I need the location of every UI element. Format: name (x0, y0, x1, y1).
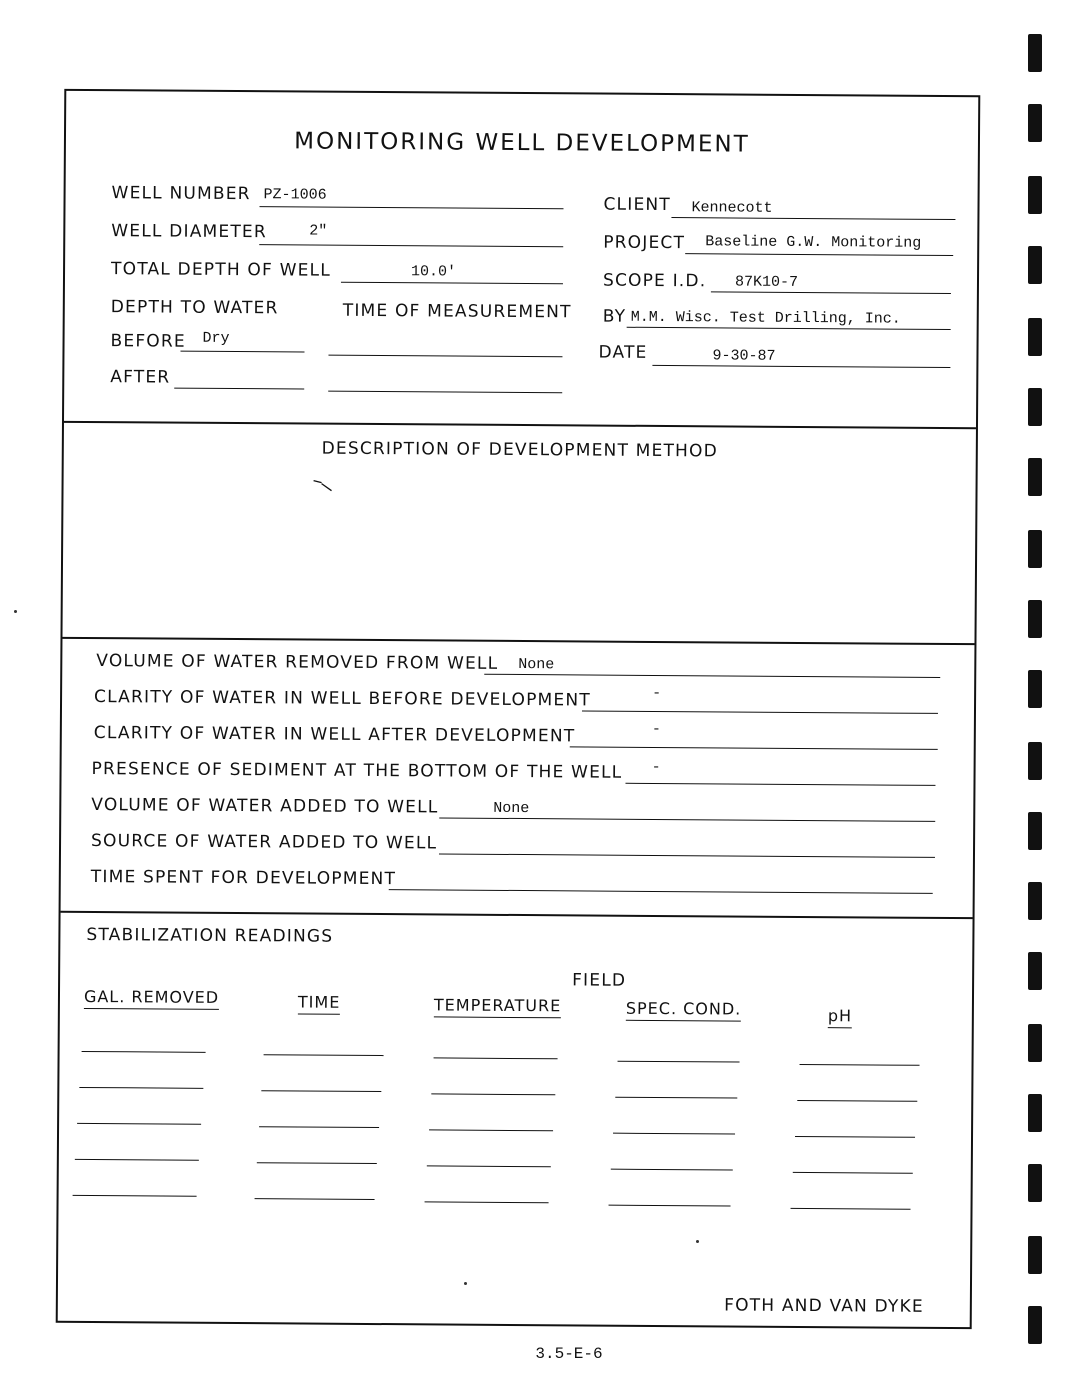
page-number: 3.5-E-6 (535, 1345, 603, 1363)
section-divider (62, 637, 974, 645)
time-spent-line (389, 889, 933, 894)
total-depth-label: TOTAL DEPTH OF WELL (110, 259, 331, 281)
stabilization-heading: STABILIZATION READINGS (86, 924, 334, 947)
client-value: Kennecott (691, 199, 773, 217)
reading-cell-line (259, 1126, 379, 1128)
pen-stroke-mark (311, 477, 335, 495)
reading-cell-line (73, 1195, 197, 1197)
by-label: BY (602, 306, 627, 327)
project-label: PROJECT (603, 232, 686, 254)
column-header-time: TIME (298, 992, 341, 1014)
volume-added-line (439, 817, 935, 821)
reading-cell-line (795, 1136, 915, 1138)
reading-cell-line (77, 1123, 201, 1125)
clarity-before-line (582, 710, 938, 713)
reading-cell-line (79, 1087, 203, 1089)
column-header-gal-removed: GAL. REMOVED (84, 987, 219, 1010)
field-label: FIELD (572, 970, 627, 991)
client-label: CLIENT (603, 194, 671, 216)
volume-added-label: VOLUME OF WATER ADDED TO WELL (91, 795, 439, 818)
description-label: DESCRIPTION OF DEVELOPMENT METHOD (321, 438, 719, 462)
binder-mark (1028, 600, 1042, 638)
binder-mark (1028, 1236, 1042, 1274)
clarity-after-value: - (651, 720, 661, 738)
reading-cell-line (615, 1097, 737, 1099)
column-header-temperature: TEMPERATURE (434, 995, 561, 1018)
time-of-measurement-label: TIME OF MEASUREMENT (342, 300, 572, 323)
binder-mark (1028, 176, 1042, 214)
project-value: Baseline G.W. Monitoring (705, 233, 922, 252)
volume-removed-label: VOLUME OF WATER REMOVED FROM WELL (96, 651, 499, 674)
clarity-before-label: CLARITY OF WATER IN WELL BEFORE DEVELOPMENT (94, 687, 591, 711)
reading-cell-line (618, 1061, 740, 1063)
binder-mark (1028, 952, 1042, 990)
date-value: 9-30-87 (712, 347, 776, 365)
scan-speck (696, 1240, 699, 1243)
depth-to-water-label: DEPTH TO WATER (110, 297, 279, 319)
after-time-line (328, 391, 562, 394)
binder-mark (1028, 318, 1042, 356)
after-label: AFTER (110, 367, 171, 388)
volume-removed-value: None (518, 656, 555, 674)
time-spent-label: TIME SPENT FOR DEVELOPMENT (90, 867, 397, 890)
binder-mark (1028, 246, 1042, 284)
readings-grid (66, 91, 978, 97)
section-divider (64, 421, 976, 429)
total-depth-line (341, 282, 563, 285)
reading-cell-line (264, 1054, 384, 1056)
by-value: M.M. Wisc. Test Drilling, Inc. (630, 308, 901, 328)
binder-mark (1028, 670, 1042, 708)
reading-cell-line (609, 1205, 731, 1207)
scope-id-value: 87K10-7 (734, 273, 799, 291)
reading-cell-line (797, 1100, 917, 1102)
binder-mark (1028, 530, 1042, 568)
reading-cell-line (75, 1159, 199, 1161)
column-header-ph: pH (828, 1006, 852, 1028)
client-line (671, 217, 955, 220)
binder-mark (1028, 388, 1042, 426)
sediment-value: - (651, 758, 661, 776)
sediment-line (625, 783, 935, 786)
source-added-label: SOURCE OF WATER ADDED TO WELL (90, 831, 438, 854)
column-header-spec-cond: SPEC. COND. (626, 999, 742, 1022)
scan-speck (464, 1282, 467, 1285)
scan-speck (14, 610, 17, 613)
well-diameter-value: 2" (309, 222, 328, 240)
well-number-value: PZ-1006 (263, 186, 327, 204)
form-frame (56, 89, 981, 1329)
section-divider (61, 911, 973, 919)
binder-mark (1028, 1094, 1042, 1132)
before-label: BEFORE (110, 331, 186, 352)
reading-cell-line (431, 1093, 555, 1095)
binder-mark (1028, 104, 1042, 142)
well-number-line (259, 206, 563, 209)
binder-mark (1028, 34, 1042, 72)
date-line (652, 365, 950, 368)
total-depth-value: 10.0' (410, 263, 457, 281)
clarity-before-value: - (652, 684, 662, 702)
binder-mark (1028, 1024, 1042, 1062)
binder-mark (1028, 812, 1042, 850)
well-diameter-line (259, 244, 563, 247)
before-value: Dry (202, 329, 230, 347)
binder-mark (1028, 458, 1042, 496)
binder-mark (1028, 882, 1042, 920)
reading-cell-line (425, 1201, 549, 1203)
reading-cell-line (255, 1198, 375, 1200)
reading-cell-line (613, 1133, 735, 1135)
reading-cell-line (261, 1090, 381, 1092)
scope-id-label: SCOPE I.D. (602, 270, 707, 292)
reading-cell-line (434, 1057, 558, 1059)
well-diameter-label: WELL DIAMETER (111, 221, 267, 243)
volume-removed-line (484, 674, 940, 678)
form-title: MONITORING WELL DEVELOPMENT (294, 128, 750, 158)
reading-cell-line (793, 1172, 913, 1174)
before-line (180, 351, 304, 353)
firm-name: FOTH AND VAN DYKE (724, 1295, 924, 1317)
scope-id-line (711, 291, 951, 294)
reading-cell-line (82, 1051, 206, 1053)
binder-mark (1028, 1164, 1042, 1202)
sediment-label: PRESENCE OF SEDIMENT AT THE BOTTOM OF THE WELL (91, 759, 623, 783)
reading-cell-line (429, 1129, 553, 1131)
date-label: DATE (598, 342, 648, 363)
well-number-label: WELL NUMBER (111, 183, 251, 205)
binder-mark (1028, 742, 1042, 780)
project-line (685, 253, 953, 256)
volume-added-value: None (493, 799, 530, 818)
clarity-after-line (570, 746, 938, 750)
before-time-line (328, 355, 562, 358)
reading-cell-line (427, 1165, 551, 1167)
source-added-line (439, 853, 935, 857)
reading-cell-line (257, 1162, 377, 1164)
binder-mark (1028, 1306, 1042, 1344)
reading-cell-line (800, 1064, 920, 1066)
reading-cell-line (611, 1169, 733, 1171)
after-line (174, 388, 304, 390)
by-line (627, 327, 951, 330)
reading-cell-line (791, 1208, 911, 1210)
clarity-after-label: CLARITY OF WATER IN WELL AFTER DEVELOPMENT (93, 723, 576, 747)
